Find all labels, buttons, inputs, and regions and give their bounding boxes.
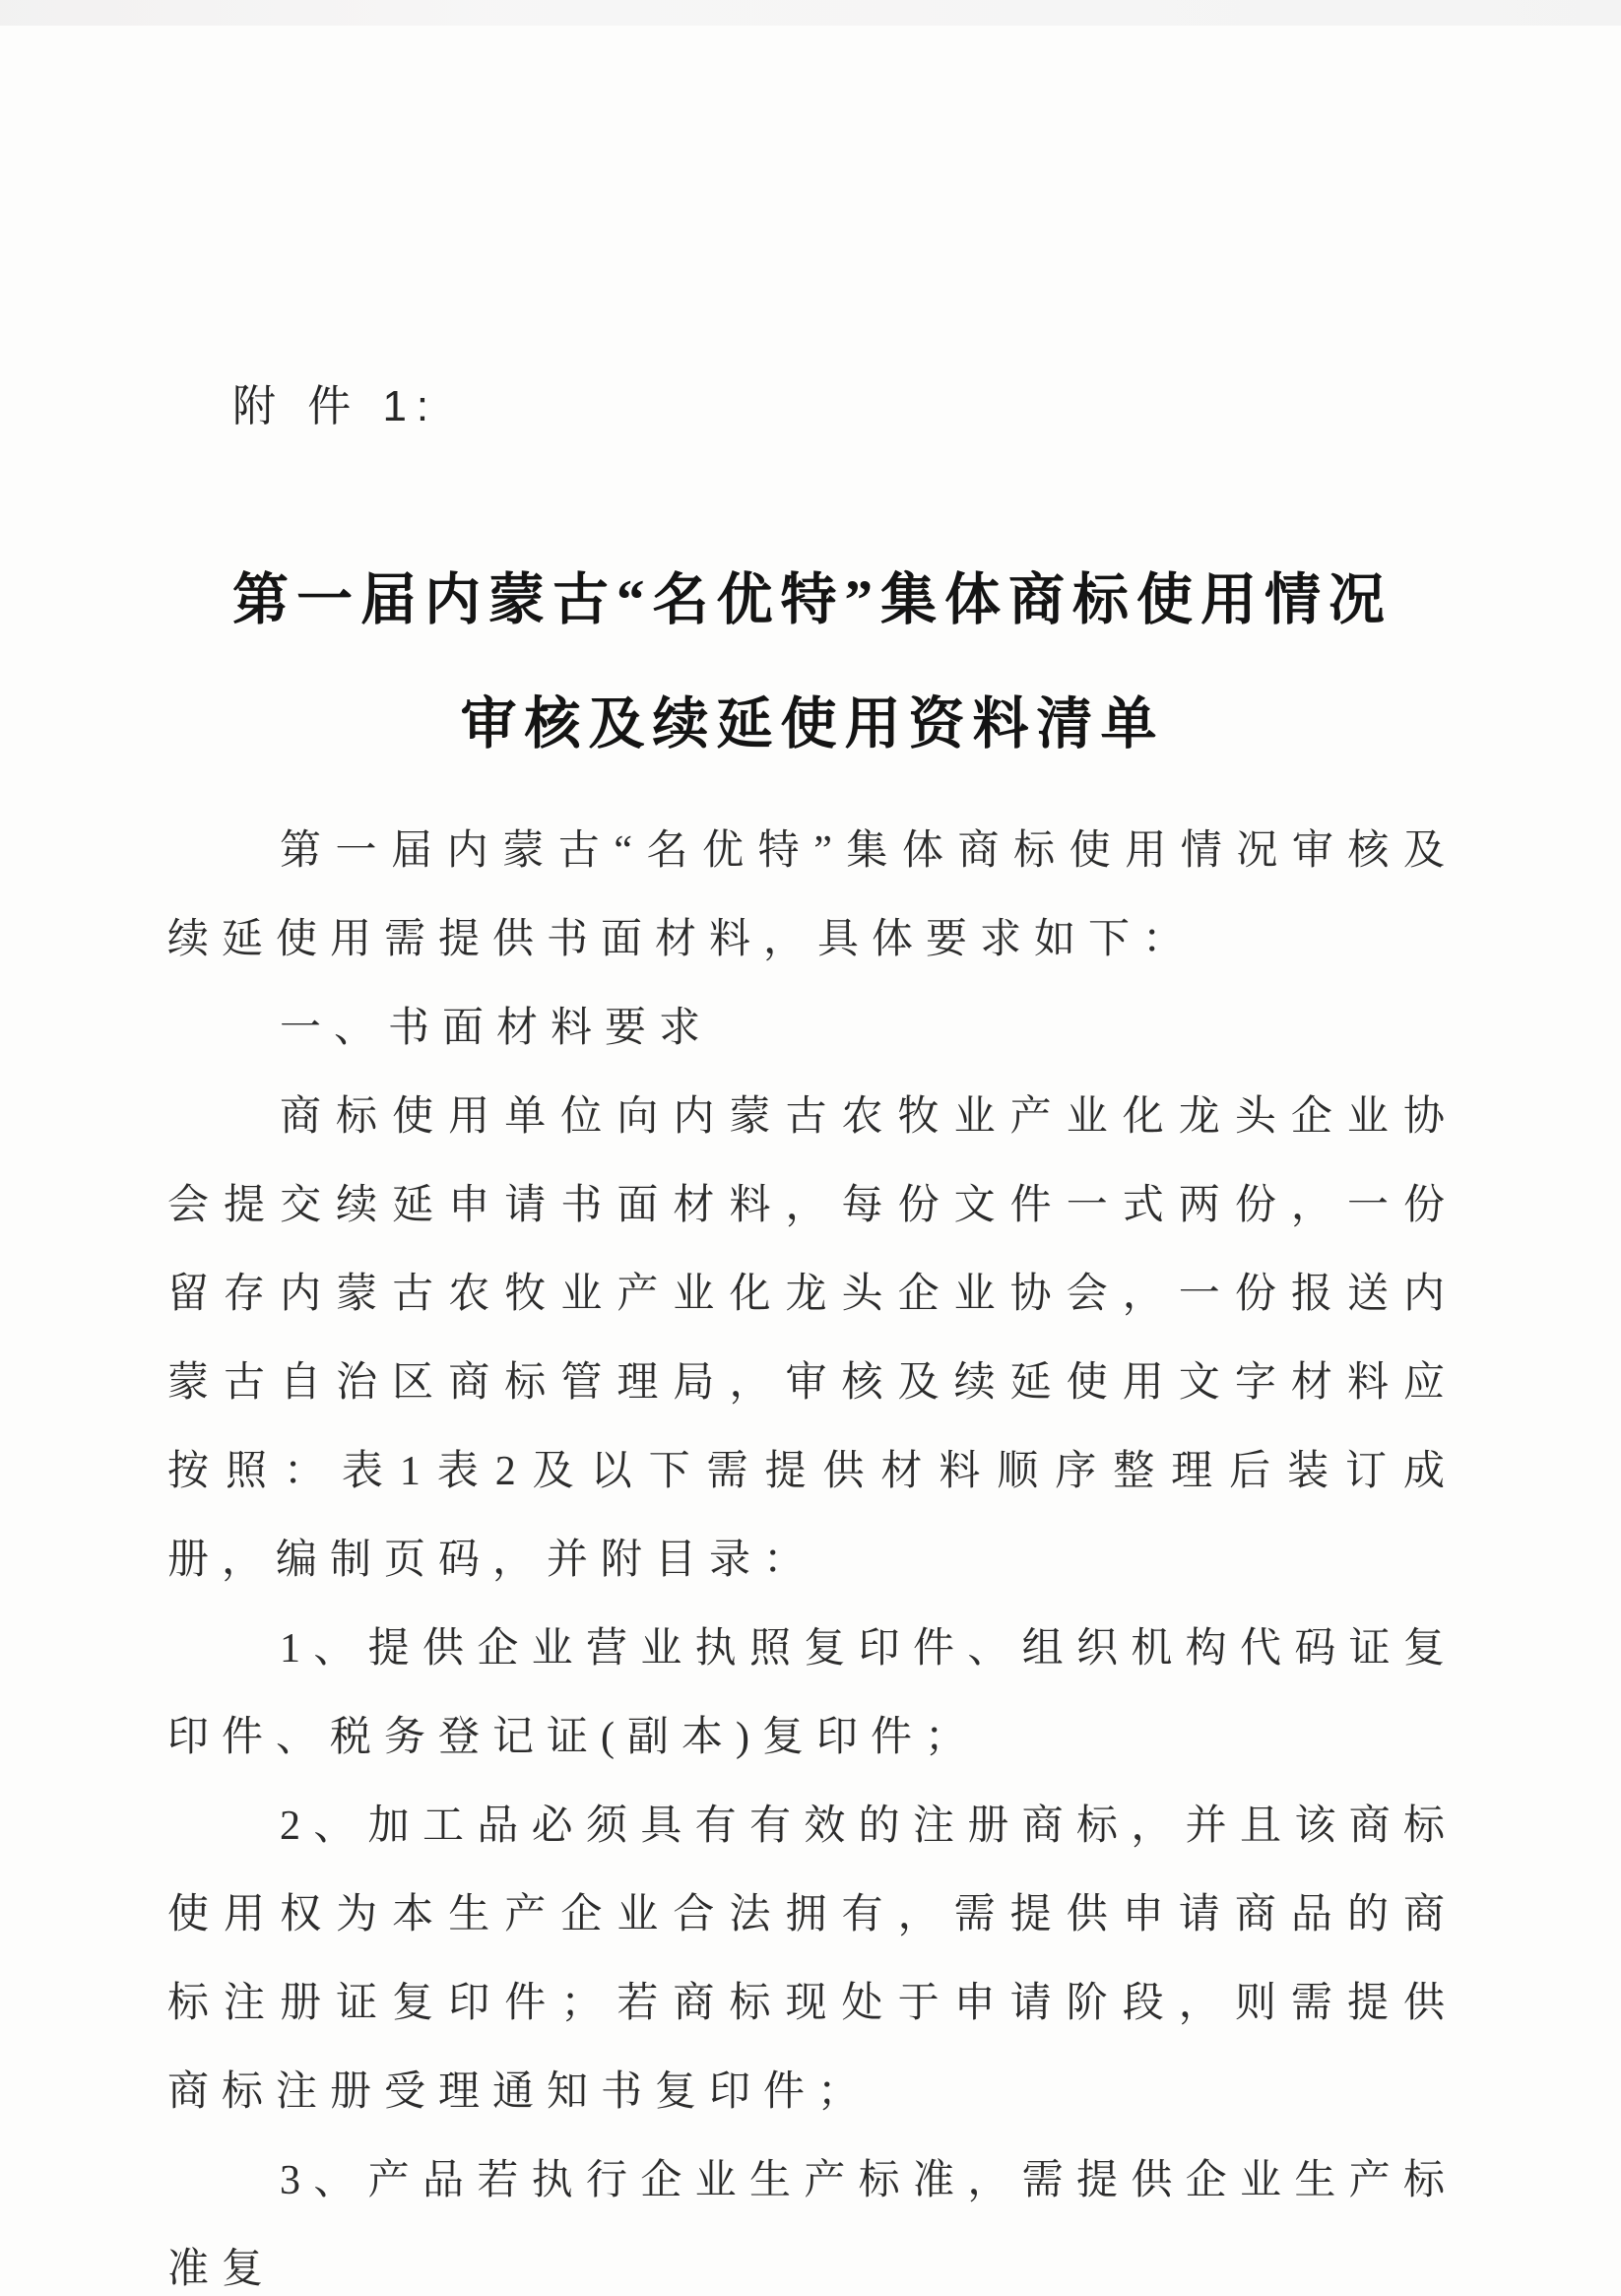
section-heading-written-material-requirements: 一、书面材料要求 xyxy=(280,1006,714,1051)
attachment-label: 附 件 1: xyxy=(232,382,439,430)
document-title xyxy=(167,539,1458,787)
paragraph-submission-instructions: 商标使用单位向内蒙古农牧业产业化龙头企业协会提交续延申请书面材料，每份文件一式两份，一份留存内蒙古农牧业产业化龙头企业协会，一份报送内蒙古自治区商标管理局，审核及续延使用文字材料应按照：表1表2及以下需提供材料顺序整理后装订成册，编制页码，并附目录： xyxy=(167,1094,1458,1583)
document-content xyxy=(167,0,1458,2296)
list-item-3-production-standard: 3、产品若执行企业生产标准，需提供企业生产标准复 xyxy=(167,2158,1458,2292)
document-title-line-1: 第一届内蒙古“名优特”集体商标使用情况 xyxy=(232,569,1393,631)
document-body xyxy=(167,807,1458,2296)
document-title-line-2: 审核及续延使用资料清单 xyxy=(460,693,1165,755)
list-item-2-registered-trademark: 2、加工品必须具有有效的注册商标，并且该商标使用权为本生产企业合法拥有，需提供申请商品的商标注册证复印件；若商标现处于申请阶段，则需提供商标注册受理通知书复印件； xyxy=(167,1804,1458,2115)
list-item-1-business-license: 1、提供企业营业执照复印件、组织机构代码证复印件、税务登记证(副本)复印件； xyxy=(167,1626,1458,1760)
paragraph-intro: 第一届内蒙古“名优特”集体商标使用情况审核及续延使用需提供书面材料，具体要求如下： xyxy=(167,828,1458,962)
